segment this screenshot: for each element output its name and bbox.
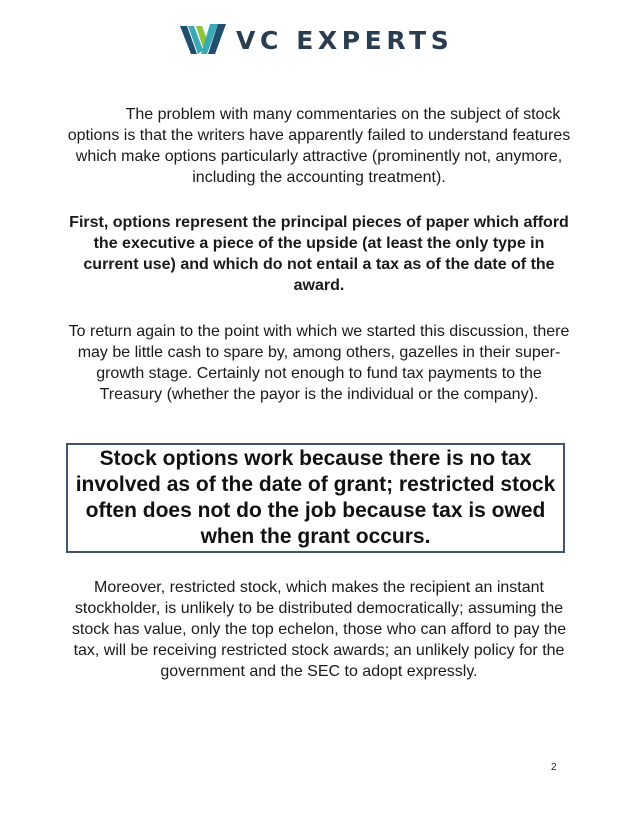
callout-text: Stock options work because there is no tax involved as of the date of grant; restricted stock often does not do the job because tax is owed when the grant occurs. (75, 447, 556, 548)
logo-wordmark: VC EXPERTS (236, 25, 454, 55)
paragraph-restricted-stock: Moreover, restricted stock, which makes the recipient an instant stockholder, is unlikely to be distributed democratically; assuming the stock has value, only the top echelon, those who can afford to pay the tax, will be receiving restricted stock awards; an unlikely policy for the government and the SEC to adopt expressly. (71, 579, 567, 680)
paragraph-intro-text: The problem with many commentaries on the subject of stock options is that the writers have apparently failed to understand features which make options particularly attractive (prominently not, anymore, including the accounting treatment). (67, 106, 571, 186)
paragraph-bold-first: First, options represent the principal pieces of paper which afford the executive a piece of the upside (at least the only type in current use) and which do not entail a tax as of the date of the award. (69, 214, 569, 294)
vc-experts-mark-icon (180, 23, 226, 57)
vc-experts-logo (180, 18, 453, 62)
page-number: 2 (551, 762, 557, 773)
callout-box (66, 443, 565, 553)
paragraph-intro (64, 104, 574, 188)
paragraph-return: To return again to the point with which we started this discussion, there may be little cash to spare by, among others, gazelles in their super-growth stage. Certainly not enough to fund tax payments to the Treasury (whether the payor is the individual or the company). (68, 323, 570, 403)
